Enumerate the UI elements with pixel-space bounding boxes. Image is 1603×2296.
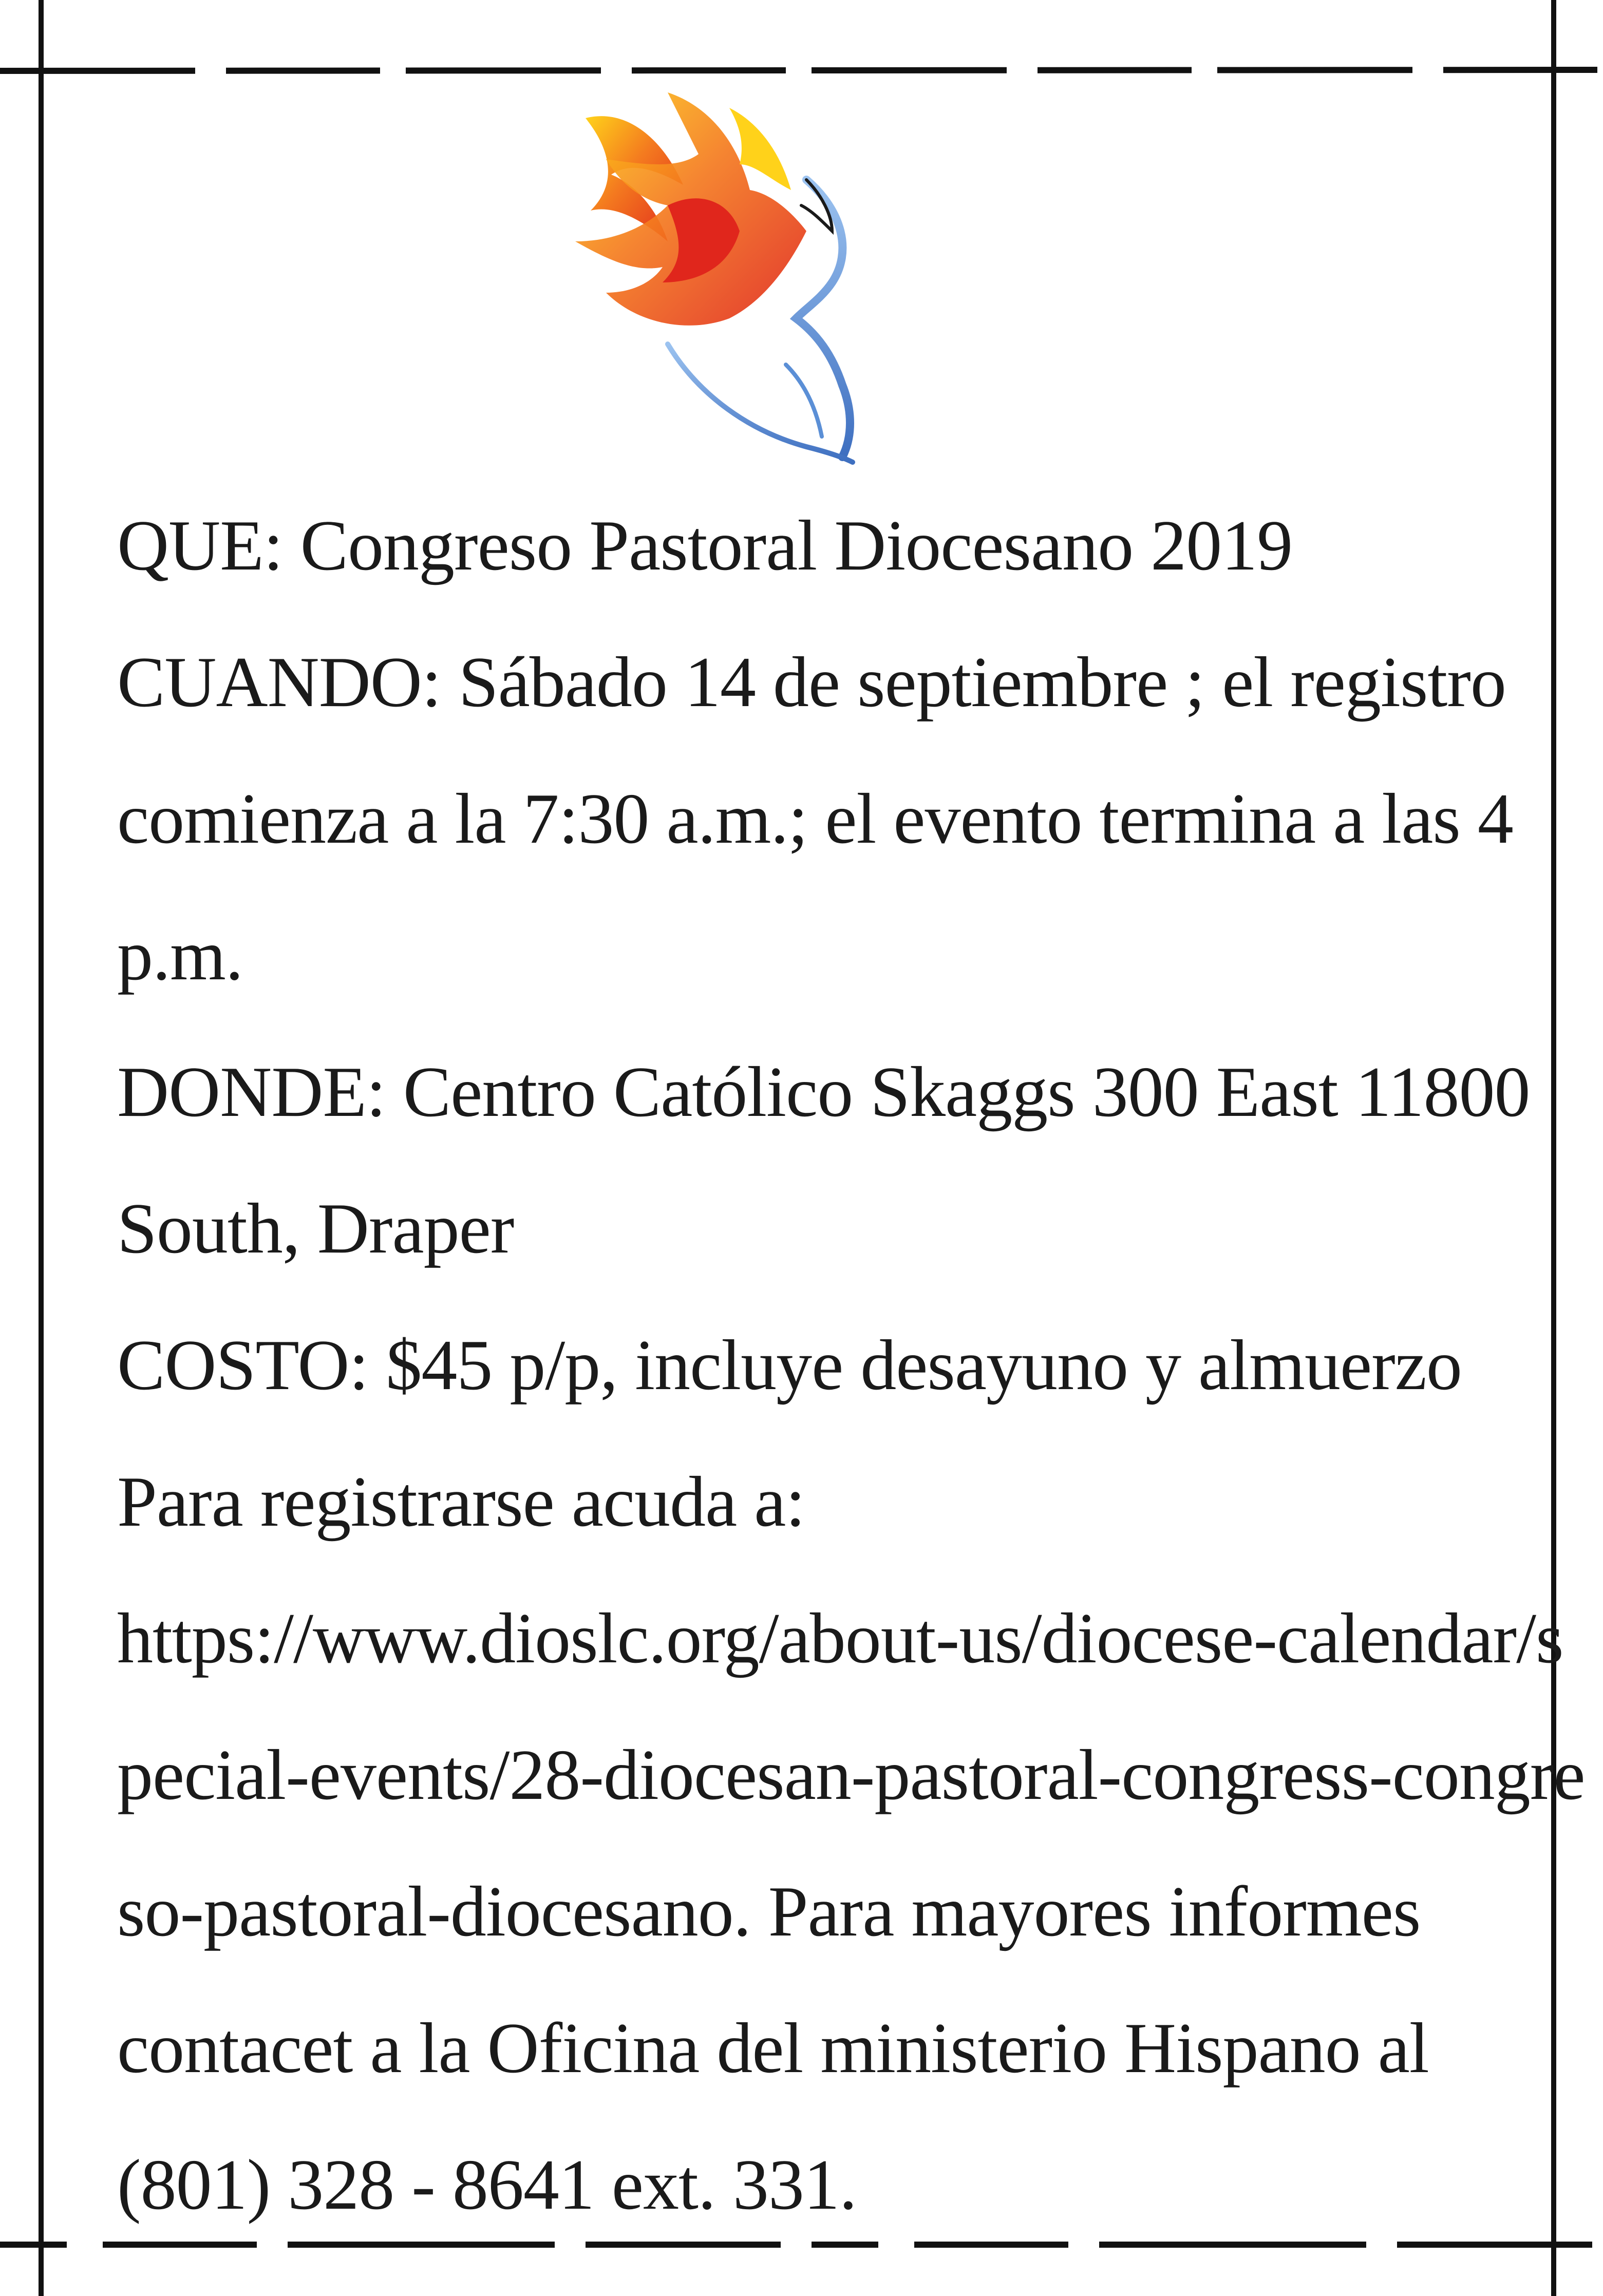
contacto-line-2: (801) 328 - 8641 ext. 331. [117,2145,857,2225]
que-line: QUE: Congreso Pastoral Diocesano 2019 [117,506,1293,585]
donde-line-2: South, Draper [117,1189,514,1268]
cuando-line-2: comienza a la 7:30 a.m.; el evento termina a las 4 [117,779,1513,859]
costo-line: COSTO: $45 p/p, incluye desayuno y almuerzo [117,1325,1462,1405]
cuando-line-1: CUANDO: Sábado 14 de septiembre ; el registro [117,642,1506,722]
url-line-3: so-pastoral-diocesano. Para mayores informes [117,1872,1421,1951]
frame-top-edge [0,70,1603,71]
registro-line: Para registrarse acuda a: [117,1462,805,1542]
flyer-body [117,478,1585,2253]
contacto-line-1: contacet a la Oficina del ministerio Hispano al [117,2008,1429,2088]
donde-line-1: DONDE: Centro Católico Skaggs 300 East 11800 [117,1052,1530,1132]
cuando-line-3: p.m. [117,916,243,995]
url-line-2: pecial-events/28-diocesan-pastoral-congress-congre [117,1735,1585,1815]
url-line-1: https://www.dioslc.org/about-us/diocese-calendar/s [117,1599,1563,1678]
holy-spirit-dove-flame-icon [565,77,966,467]
